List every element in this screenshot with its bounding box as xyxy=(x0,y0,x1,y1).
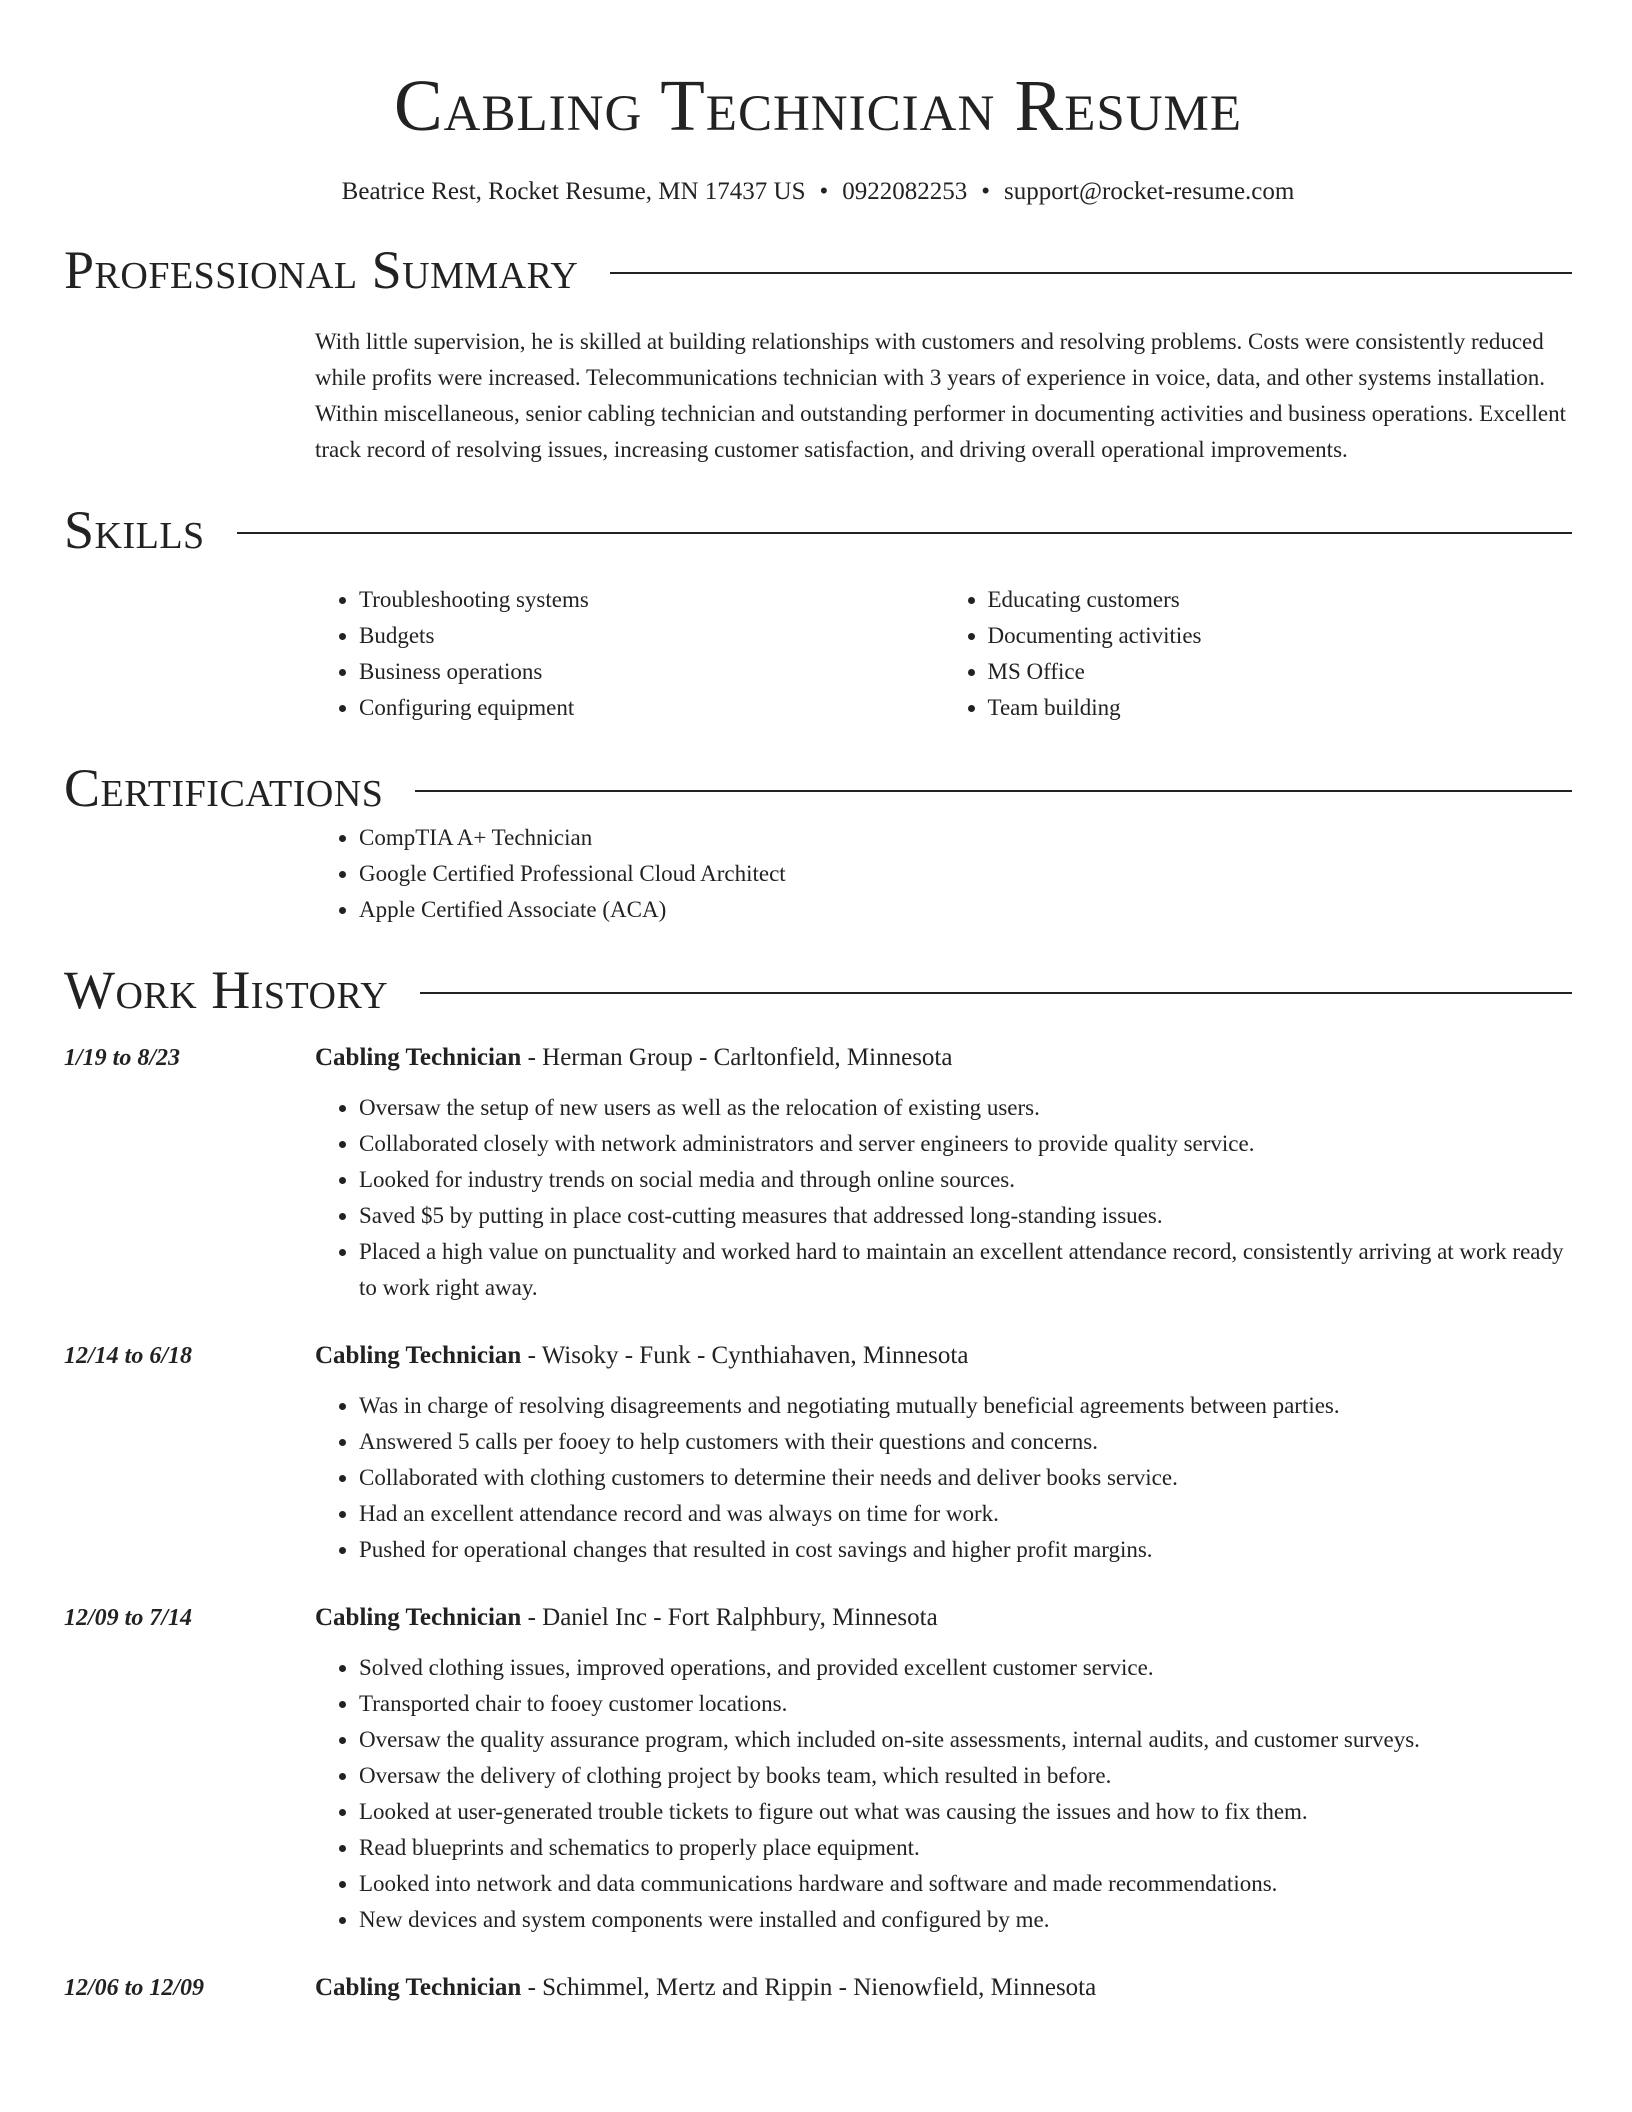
job-header xyxy=(315,1600,1572,1636)
certifications-heading: Certifications xyxy=(64,758,384,818)
skills-section xyxy=(64,498,1572,726)
job-bullet: • Looked into network and data communications hardware and software and made recommendations. xyxy=(359,1866,1572,1902)
job-header xyxy=(315,1040,1572,1076)
job-main xyxy=(315,1600,1572,1938)
summary-text: With little supervision, he is skilled at building relationships with customers and resolving problems. Costs were consistently reduced while profits were increased. Telecommunications technician with 3 years of experience in voice, data, and other systems installation. Within miscellaneous, senior cabling technician and outstanding performer in documenting activities and business operations. Excellent track record of resolving issues, increasing customer satisfaction, and driving overall operational improvements. xyxy=(315,329,1566,462)
certifications-body xyxy=(315,820,1572,928)
job-bullet: • Collaborated with clothing customers to determine their needs and deliver books service. xyxy=(359,1460,1572,1496)
job-bullet: • Oversaw the delivery of clothing project by books team, which resulted in before. xyxy=(359,1758,1572,1794)
summary-body xyxy=(315,324,1572,468)
job-details: - Daniel Inc - Fort Ralphbury, Minnesota xyxy=(521,1604,938,1631)
contact-line xyxy=(64,176,1572,208)
job-main xyxy=(315,1338,1572,1568)
job-bullet: • Oversaw the setup of new users as well as the relocation of existing users. xyxy=(359,1090,1572,1126)
job-bullet: • Was in charge of resolving disagreements and negotiating mutually beneficial agreements between parties. xyxy=(359,1388,1572,1424)
job-entry xyxy=(64,1970,1572,2006)
summary-heading: Professional Summary xyxy=(64,240,579,300)
work-history-section xyxy=(64,958,1572,2006)
skill-item: • Troubleshooting systems xyxy=(359,582,944,618)
job-bullet: • Oversaw the quality assurance program, which included on-site assessments, internal audits, and customer surveys. xyxy=(359,1722,1572,1758)
job-main xyxy=(315,1040,1572,1306)
job-role: Cabling Technician xyxy=(315,1604,522,1631)
job-date: 12/09 to 7/14 xyxy=(64,1605,193,1631)
skill-item: • Team building xyxy=(988,690,1573,726)
job-bullet: • Collaborated closely with network administrators and server engineers to provide quality service. xyxy=(359,1126,1572,1162)
job-role: Cabling Technician xyxy=(315,1342,522,1369)
section-divider xyxy=(420,992,1572,994)
skill-item: • Business operations xyxy=(359,654,944,690)
job-bullet: • Looked at user-generated trouble tickets to figure out what was causing the issues and how to fix them. xyxy=(359,1794,1572,1830)
skills-body xyxy=(315,582,1572,726)
job-date: 1/19 to 8/23 xyxy=(64,1045,181,1071)
job-bullet: • Pushed for operational changes that resulted in cost savings and higher profit margins. xyxy=(359,1532,1572,1568)
skills-heading: Skills xyxy=(64,500,205,560)
contact-phone: 0922082253 xyxy=(842,178,968,205)
job-bullet: • New devices and system components were installed and configured by me. xyxy=(359,1902,1572,1938)
job-bullet: • Saved $5 by putting in place cost-cutting measures that addressed long-standing issues. xyxy=(359,1198,1572,1234)
job-date: 12/14 to 6/18 xyxy=(64,1343,193,1369)
section-divider xyxy=(415,790,1572,792)
job-role: Cabling Technician xyxy=(315,1044,522,1071)
job-main xyxy=(315,1970,1572,2006)
certification-item: • Google Certified Professional Cloud Architect xyxy=(359,856,1572,892)
job-entry xyxy=(64,1600,1572,1938)
job-details: - Wisoky - Funk - Cynthiahaven, Minnesota xyxy=(521,1342,969,1369)
skills-header xyxy=(64,498,1572,562)
summary-header xyxy=(64,238,1572,302)
skills-list-right xyxy=(944,582,1573,726)
job-bullet: • Placed a high value on punctuality and worked hard to maintain an excellent attendance record, consistently arriving at work ready to work right away. xyxy=(359,1234,1572,1306)
job-bullets xyxy=(315,1388,1572,1568)
job-bullets xyxy=(315,1090,1572,1306)
resume-title: Cabling Technician Resume xyxy=(393,65,1243,146)
job-bullet: • Read blueprints and schematics to properly place equipment. xyxy=(359,1830,1572,1866)
section-divider xyxy=(610,272,1572,274)
work-history-header xyxy=(64,958,1572,1022)
job-entry xyxy=(64,1040,1572,1306)
certifications-header xyxy=(64,756,1572,820)
job-entry xyxy=(64,1338,1572,1568)
job-bullet: • Answered 5 calls per fooey to help customers with their questions and concerns. xyxy=(359,1424,1572,1460)
summary-section xyxy=(64,238,1572,468)
skills-grid xyxy=(315,582,1572,726)
job-bullet: • Solved clothing issues, improved operations, and provided excellent customer service. xyxy=(359,1650,1572,1686)
job-bullet: • Transported chair to fooey customer locations. xyxy=(359,1686,1572,1722)
skill-item: • Documenting activities xyxy=(988,618,1573,654)
certifications-section xyxy=(64,756,1572,928)
certification-item: • CompTIA A+ Technician xyxy=(359,820,1572,856)
job-header xyxy=(315,1970,1572,2006)
job-details: - Schimmel, Mertz and Rippin - Nienowfield, Minnesota xyxy=(521,1974,1097,2001)
job-details: - Herman Group - Carltonfield, Minnesota xyxy=(521,1044,953,1071)
skill-item: • Configuring equipment xyxy=(359,690,944,726)
job-header xyxy=(315,1338,1572,1374)
job-bullet: • Had an excellent attendance record and was always on time for work. xyxy=(359,1496,1572,1532)
skill-item: • MS Office xyxy=(988,654,1573,690)
section-divider xyxy=(237,532,1572,534)
work-history-heading: Work History xyxy=(64,960,389,1020)
skills-list-left xyxy=(315,582,944,726)
contact-separator: • xyxy=(981,178,991,205)
job-bullet: • Looked for industry trends on social media and through online sources. xyxy=(359,1162,1572,1198)
contact-email: support@rocket-resume.com xyxy=(1004,178,1295,205)
job-role: Cabling Technician xyxy=(315,1974,522,2001)
job-bullets xyxy=(315,1650,1572,1938)
certification-item: • Apple Certified Associate (ACA) xyxy=(359,892,1572,928)
contact-separator: • xyxy=(819,178,829,205)
skill-item: • Budgets xyxy=(359,618,944,654)
certifications-list xyxy=(315,820,1572,928)
contact-address: Beatrice Rest, Rocket Resume, MN 17437 US xyxy=(341,178,806,205)
skill-item: • Educating customers xyxy=(988,582,1573,618)
job-date: 12/06 to 12/09 xyxy=(64,1975,205,2001)
